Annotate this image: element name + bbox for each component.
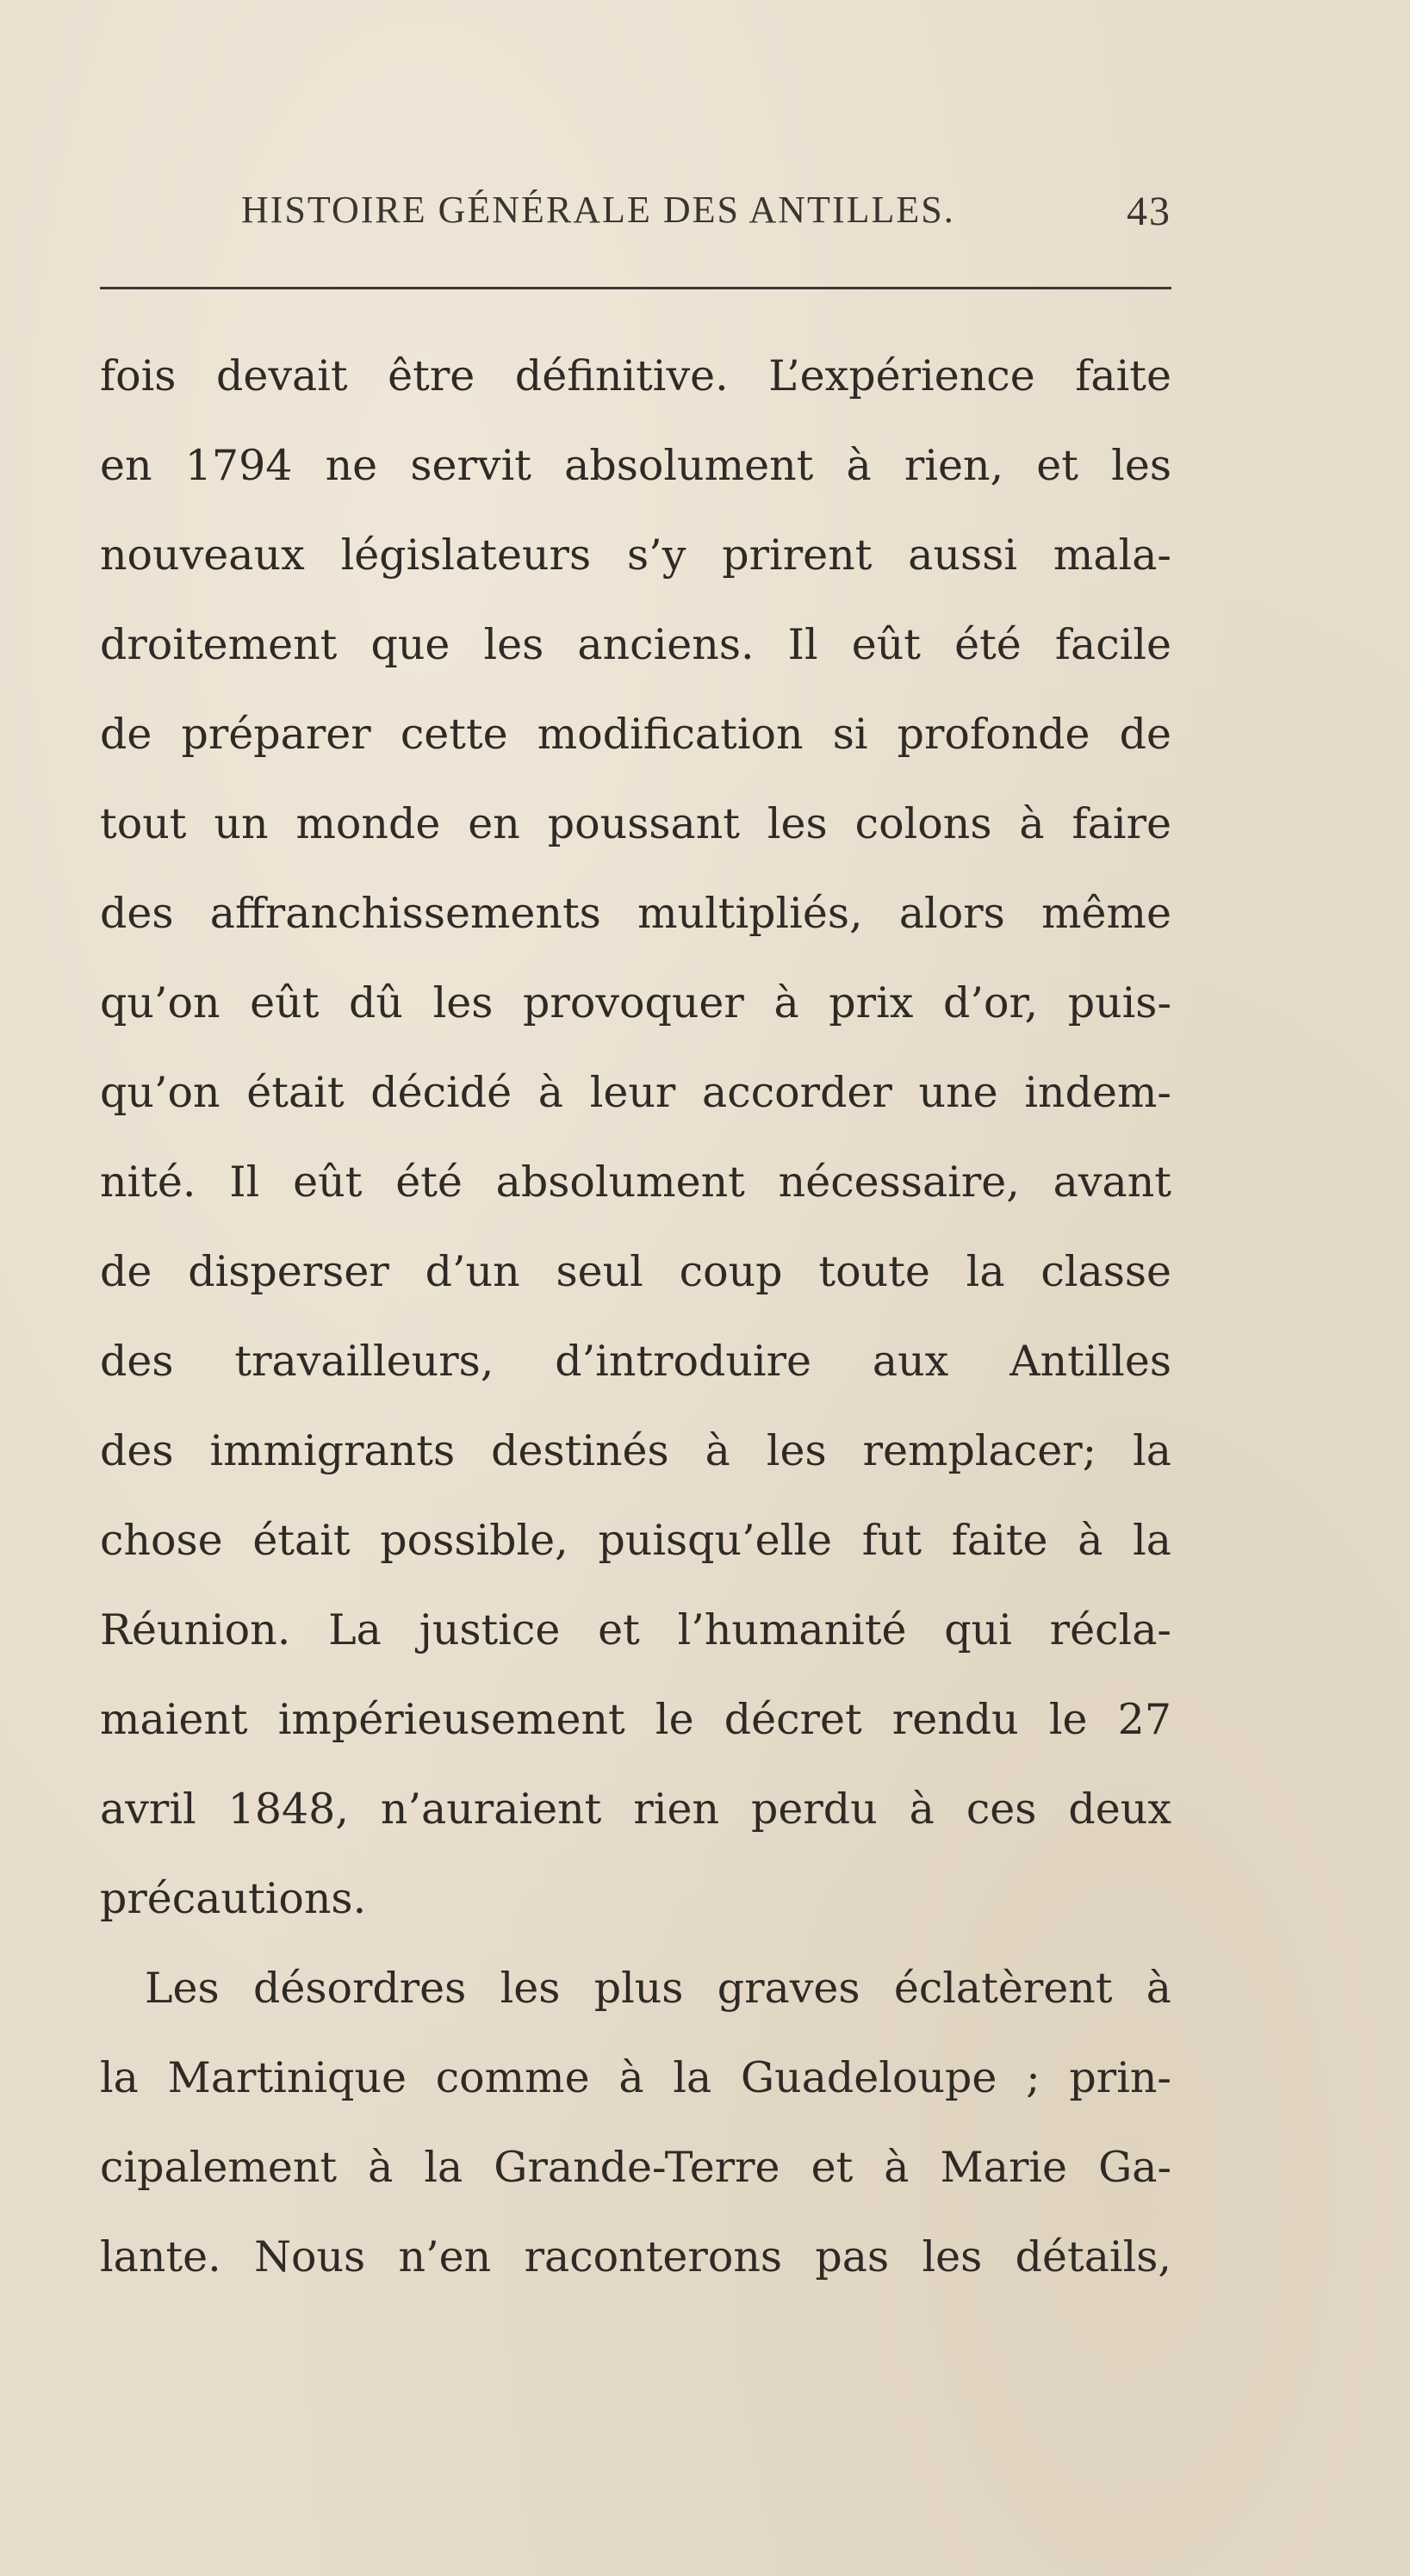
text-line: chose était possible, puisqu’elle fut faite à la [100,1516,1171,1565]
text-line: des affranchissements multipliés, alors même [100,889,1171,938]
text-line: de disperser d’un seul coup toute la classe [100,1247,1171,1296]
running-title: HISTOIRE GÉNÉRALE DES ANTILLES. [241,189,955,231]
text-line: lante. Nous n’en raconterons pas les détails, [100,2232,1171,2281]
text-line: fois devait être définitive. L’expérience faite [100,351,1171,400]
text-line: qu’on était décidé à leur accorder une indem- [100,1068,1171,1117]
text-line: des travailleurs, d’introduire aux Antilles [100,1337,1171,1386]
header-rule [100,287,1171,289]
text-line: précautions. [100,1874,367,1923]
text-line: Les désordres les plus graves éclatèrent à [145,1964,1171,2013]
text-line: tout un monde en poussant les colons à faire [100,799,1171,848]
text-line: Réunion. La justice et l’humanité qui récla- [100,1605,1171,1654]
text-line: maient impérieusement le décret rendu le 27 [100,1695,1171,1744]
text-line: cipalement à la Grande-Terre et à Marie Ga- [100,2143,1171,2192]
text-line: la Martinique comme à la Guadeloupe ; prin- [100,2053,1171,2102]
text-line: droitement que les anciens. Il eût été facile [100,620,1171,669]
text-line: avril 1848, n’auraient rien perdu à ces deux [100,1785,1171,1834]
text-line: nité. Il eût été absolument nécessaire, avant [100,1158,1171,1207]
running-head [241,188,1171,239]
text-line: de préparer cette modification si profonde de [100,710,1171,759]
text-line: des immigrants destinés à les remplacer; la [100,1426,1171,1475]
page-number: 43 [1127,189,1171,234]
text-line: nouveaux législateurs s’y prirent aussi mala- [100,531,1171,580]
text-line: qu’on eût dû les provoquer à prix d’or, puis- [100,978,1171,1027]
body-text [100,332,1171,2302]
text-line: en 1794 ne servit absolument à rien, et les [100,441,1171,490]
